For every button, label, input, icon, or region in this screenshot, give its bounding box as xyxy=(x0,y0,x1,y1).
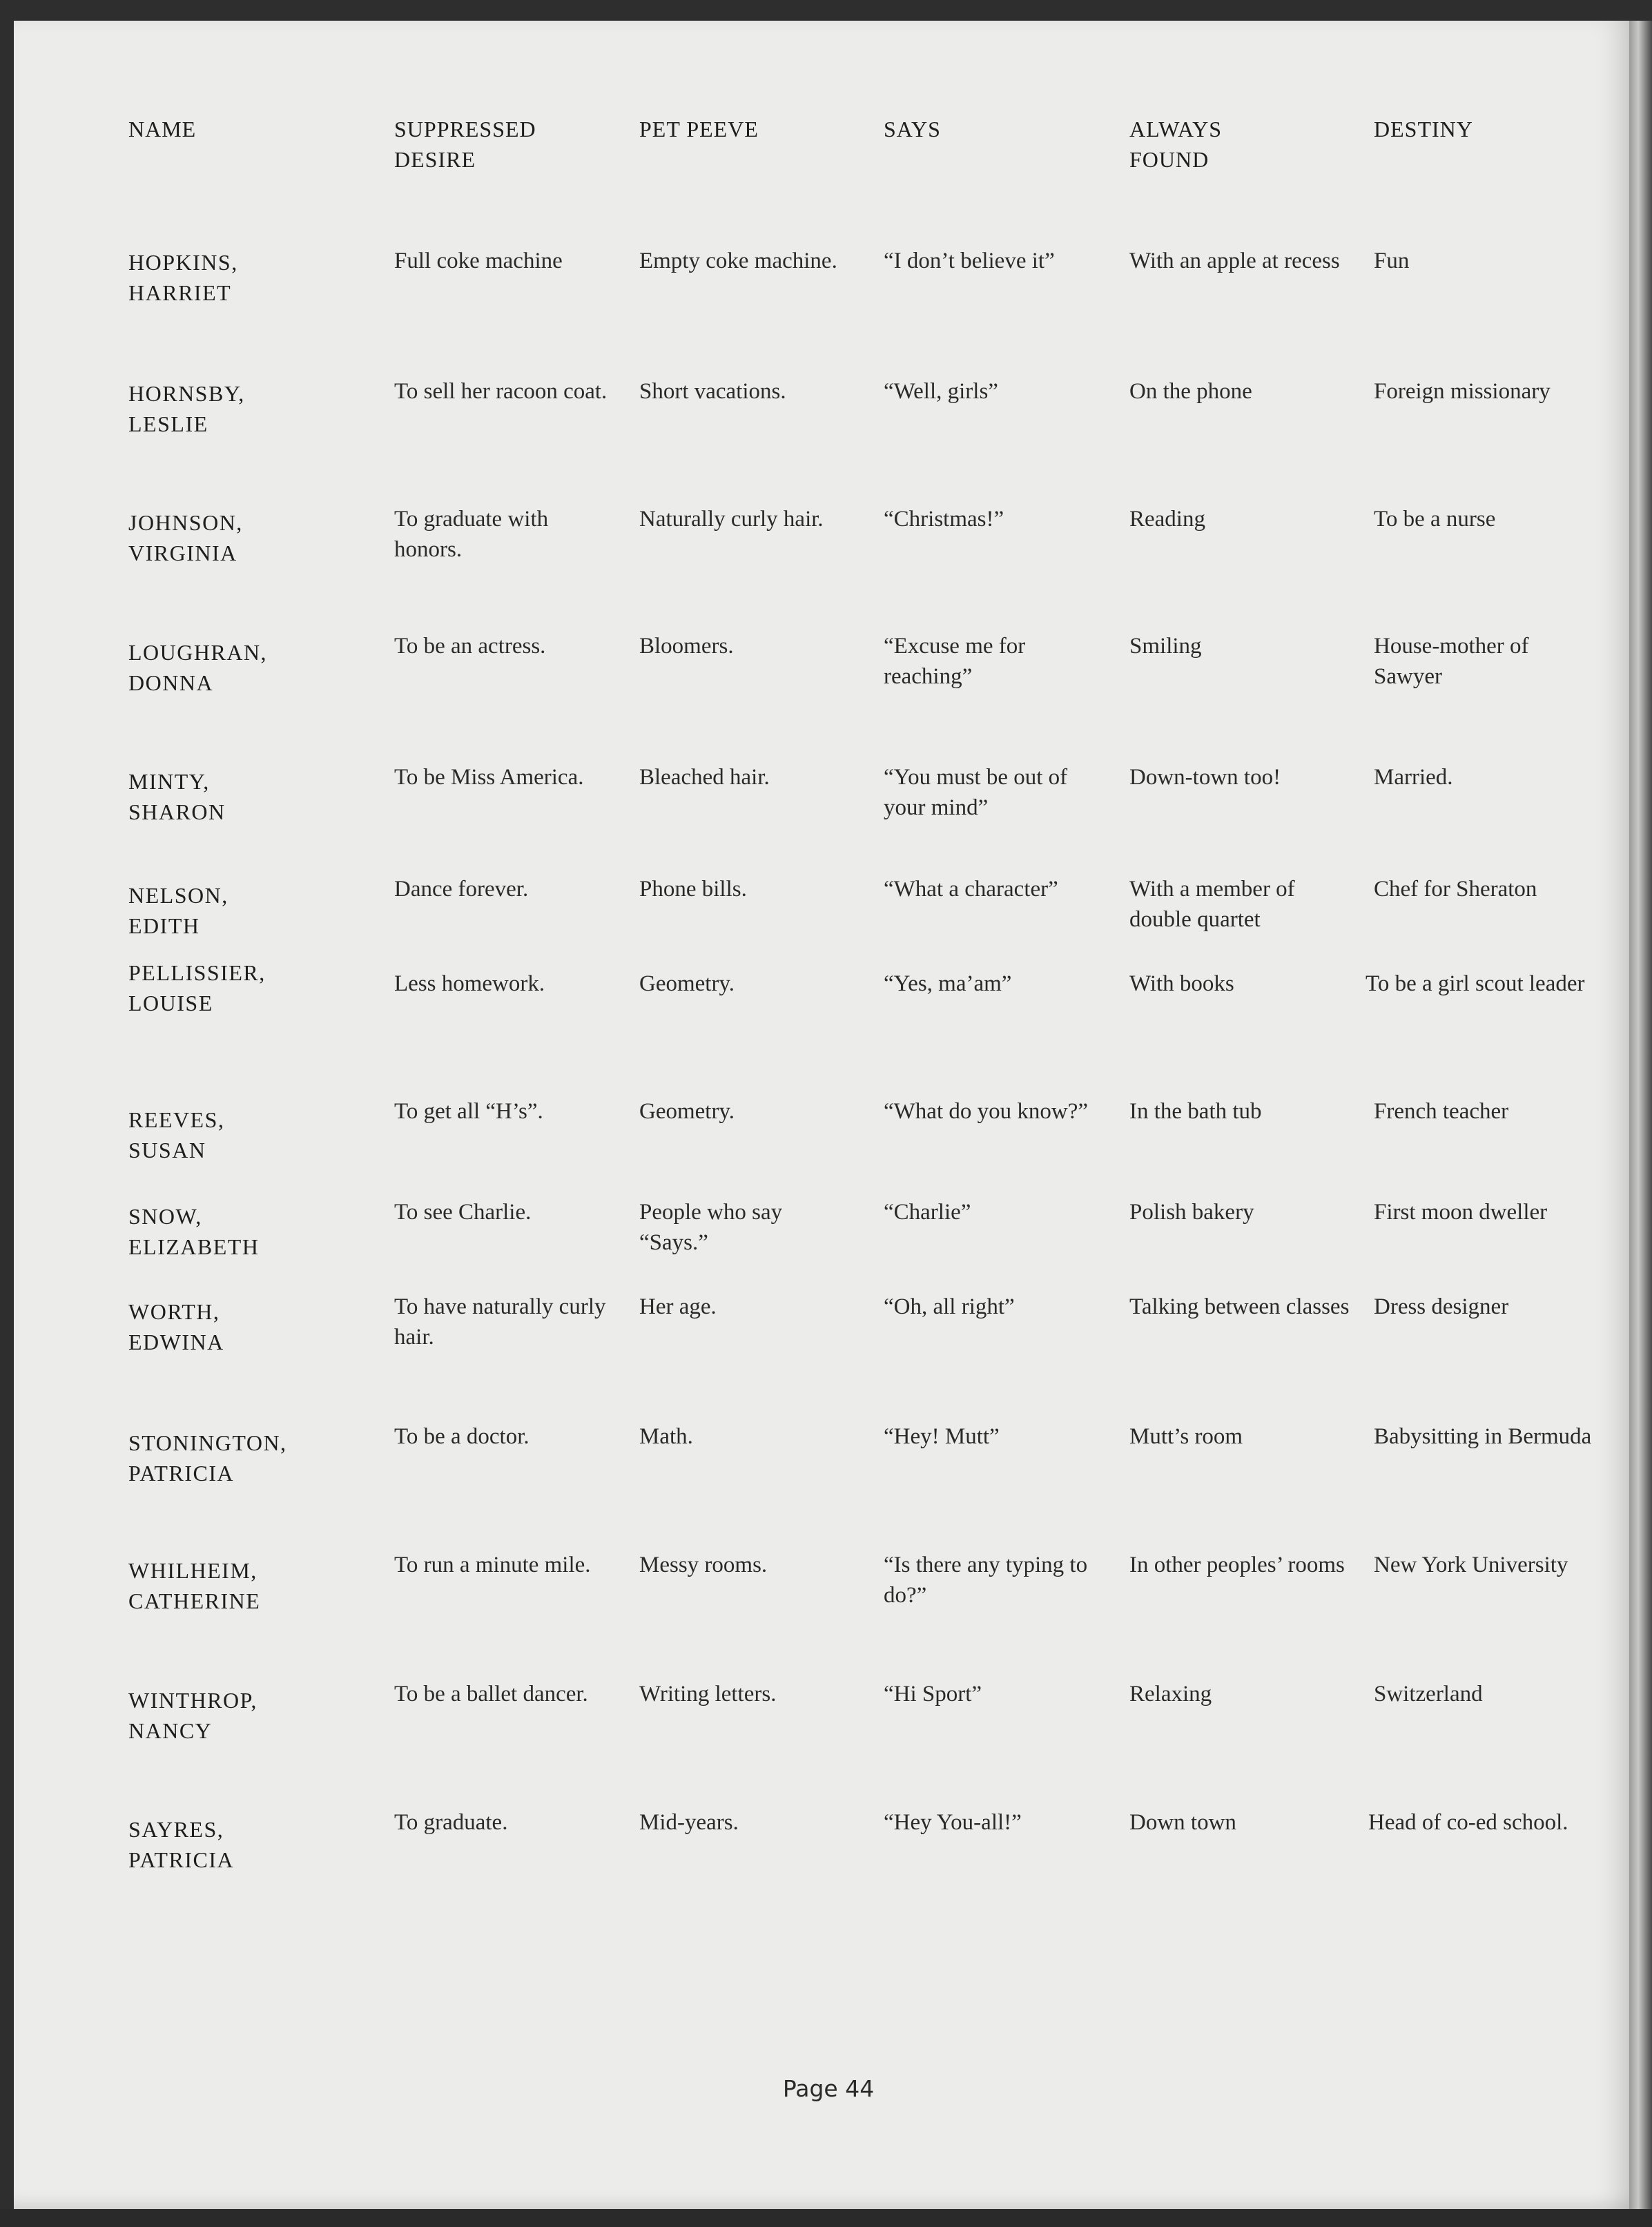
row-desire: To have naturally curly hair. xyxy=(394,1294,606,1350)
row-desire: To see Charlie. xyxy=(394,1200,532,1225)
row-found: Talking between classes xyxy=(1129,1294,1350,1319)
row-desire: To be Miss America. xyxy=(394,765,584,790)
row-peeve: Writing letters. xyxy=(639,1682,777,1706)
row-desire: Full coke machine xyxy=(394,249,563,273)
row-desire: To be a ballet dancer. xyxy=(394,1682,588,1706)
row-says: “Hey! Mutt” xyxy=(884,1424,1000,1449)
row-peeve: Bleached hair. xyxy=(639,765,770,790)
header-name: NAME xyxy=(128,117,197,142)
row-destiny: House-mother of Sawyer xyxy=(1374,634,1529,689)
row-destiny: Head of co-ed school. xyxy=(1368,1810,1568,1835)
row-desire: To get all “H’s”. xyxy=(394,1099,543,1124)
row-name: WORTH, EDWINA xyxy=(128,1299,224,1354)
row-peeve: Geometry. xyxy=(639,1099,735,1124)
row-found: Mutt’s room xyxy=(1129,1424,1243,1449)
row-says: “Excuse me for reaching” xyxy=(884,634,1026,689)
row-destiny: Foreign missionary xyxy=(1374,379,1551,404)
row-destiny: To be a nurse xyxy=(1374,507,1496,532)
row-says: “I don’t believe it” xyxy=(884,249,1055,273)
row-peeve: Short vacations. xyxy=(639,379,786,404)
row-destiny: To be a girl scout leader xyxy=(1366,971,1585,996)
row-destiny: Married. xyxy=(1374,765,1453,790)
row-found: Down-town too! xyxy=(1129,765,1281,790)
scan-border xyxy=(0,2209,1652,2227)
row-says: “Well, girls” xyxy=(884,379,998,404)
row-peeve: Naturally curly hair. xyxy=(639,507,824,532)
row-found: Polish bakery xyxy=(1129,1200,1254,1225)
row-says: “Oh, all right” xyxy=(884,1294,1015,1319)
row-name: WHILHEIM, CATHERINE xyxy=(128,1558,261,1613)
row-desire: To graduate. xyxy=(394,1810,508,1835)
row-destiny: Dress designer xyxy=(1374,1294,1509,1319)
row-peeve: Geometry. xyxy=(639,971,735,996)
row-says: “What a character” xyxy=(884,877,1058,902)
row-destiny: Chef for Sheraton xyxy=(1374,877,1537,902)
row-peeve: Empty coke machine. xyxy=(639,249,837,273)
header-found: ALWAYS FOUND xyxy=(1129,117,1223,172)
header-says: SAYS xyxy=(884,117,941,142)
row-says: “Yes, ma’am” xyxy=(884,971,1012,996)
row-destiny: First moon dweller xyxy=(1374,1200,1548,1225)
row-name: HOPKINS, HARRIET xyxy=(128,250,238,305)
row-peeve: Messy rooms. xyxy=(639,1553,768,1577)
row-desire: To sell her racoon coat. xyxy=(394,379,608,404)
row-found: On the phone xyxy=(1129,379,1252,404)
row-found: With an apple at recess xyxy=(1129,249,1340,273)
row-found: In other peoples’ rooms xyxy=(1129,1553,1345,1577)
row-found: With books xyxy=(1129,971,1234,996)
row-name: PELLISSIER, LOUISE xyxy=(128,960,266,1015)
row-says: “Christmas!” xyxy=(884,507,1004,532)
row-destiny: Switzerland xyxy=(1374,1682,1483,1706)
row-name: LOUGHRAN, DONNA xyxy=(128,640,268,695)
header-desire: SUPPRESSED DESIRE xyxy=(394,117,536,172)
page-number: Page 44 xyxy=(782,2075,875,2102)
row-name: STONINGTON, PATRICIA xyxy=(128,1430,287,1486)
row-desire: To be an actress. xyxy=(394,634,546,659)
row-name: JOHNSON, VIRGINIA xyxy=(128,510,243,565)
row-name: WINTHROP, NANCY xyxy=(128,1688,257,1743)
page-edge-shadow xyxy=(1629,21,1652,2209)
row-name: SAYRES, PATRICIA xyxy=(128,1817,235,1872)
row-name: SNOW, ELIZABETH xyxy=(128,1204,260,1259)
row-peeve: Her age. xyxy=(639,1294,717,1319)
row-says: “Hi Sport” xyxy=(884,1682,982,1706)
row-found: Smiling xyxy=(1129,634,1202,659)
row-destiny: French teacher xyxy=(1374,1099,1509,1124)
row-destiny: New York University xyxy=(1374,1553,1568,1577)
row-destiny: Fun xyxy=(1374,249,1410,273)
row-peeve: Mid-years. xyxy=(639,1810,739,1835)
row-found: With a member of double quartet xyxy=(1129,877,1295,932)
row-peeve: People who say “Says.” xyxy=(639,1200,783,1255)
row-says: “Charlie” xyxy=(884,1200,971,1225)
row-desire: To run a minute mile. xyxy=(394,1553,591,1577)
row-found: Reading xyxy=(1129,507,1205,532)
row-found: Relaxing xyxy=(1129,1682,1212,1706)
row-says: “What do you know?” xyxy=(884,1099,1088,1124)
row-peeve: Phone bills. xyxy=(639,877,747,902)
row-says: “Hey You-all!” xyxy=(884,1810,1022,1835)
row-says: “Is there any typing to do?” xyxy=(884,1553,1088,1608)
row-peeve: Math. xyxy=(639,1424,693,1449)
row-peeve: Bloomers. xyxy=(639,634,734,659)
row-name: REEVES, SUSAN xyxy=(128,1107,225,1163)
row-name: MINTY, SHARON xyxy=(128,769,226,824)
row-name: NELSON, EDITH xyxy=(128,883,229,938)
header-destiny: DESTINY xyxy=(1374,117,1473,142)
row-destiny: Babysitting in Bermuda xyxy=(1374,1424,1592,1449)
row-found: Down town xyxy=(1129,1810,1236,1835)
row-desire: To graduate with honors. xyxy=(394,507,549,562)
row-desire: To be a doctor. xyxy=(394,1424,529,1449)
row-desire: Less homework. xyxy=(394,971,545,996)
row-found: In the bath tub xyxy=(1129,1099,1262,1124)
row-says: “You must be out of your mind” xyxy=(884,765,1068,820)
row-desire: Dance forever. xyxy=(394,877,529,902)
row-name: HORNSBY, LESLIE xyxy=(128,381,245,436)
header-peeve: PET PEEVE xyxy=(639,117,759,142)
